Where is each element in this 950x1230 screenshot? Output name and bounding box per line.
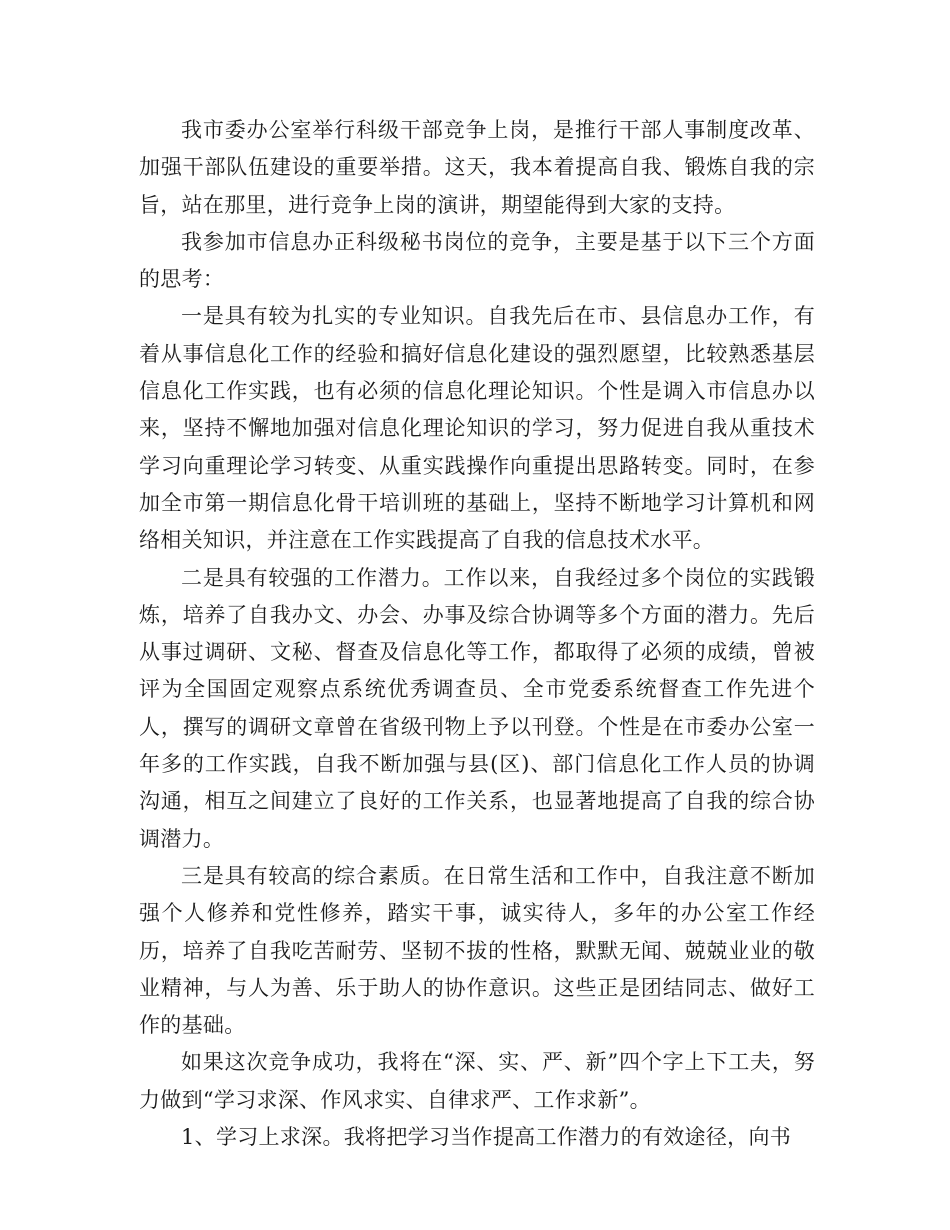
document-body (139, 112, 815, 1156)
paragraph-commitment: 如果这次竞争成功，我将在“深、实、严、新”四个字上下工夫，努力做到“学习求深、作风求实、自律求严、工作求新”。 (139, 1050, 815, 1112)
paragraph-intro: 我市委办公室举行科级干部竞争上岗，是推行干部人事制度改革、加强干部队伍建设的重要举措。这天，我本着提高自我、锻炼自我的宗旨，站在那里，进行竞争上岗的演讲，期望能得到大家的支持。 (139, 118, 815, 217)
paragraph-point-one: 一是具有较为扎实的专业知识。自我先后在市、县信息办工作，有着从事信息化工作的经验和搞好信息化建设的强烈愿望，比较熟悉基层信息化工作实践，也有必须的信息化理论知识。个性是调入市信息办以来，坚持不懈地加强对信息化理论知识的学习，努力促进自我从重技术学习向重理论学习转变、从重实践操作向重提出思路转变。同时，在参加全市第一期信息化骨干培训班的基础上，坚持不断地学习计算机和网络相关知识，并注意在工作实践提高了自我的信息技术水平。 (139, 304, 815, 553)
paragraph-study: 1、学习上求深。我将把学习当作提高工作潜力的有效途径，向书 (181, 1125, 792, 1150)
paragraph-point-two: 二是具有较强的工作潜力。工作以来，自我经过多个岗位的实践锻炼，培养了自我办文、办会、办事及综合协调等多个方面的潜力。先后从事过调研、文秘、督查及信息化等工作，都取得了必须的成绩，曾被评为全国固定观察点系统优秀调查员、全市党委系统督查工作先进个人，撰写的调研文章曾在省级刊物上予以刊登。个性是在市委办公室一年多的工作实践，自我不断加强与县(区)、部门信息化工作人员的协调沟通，相互之间建立了良好的工作关系，也显著地提高了自我的综合协调潜力。 (139, 565, 815, 851)
paragraph-point-three: 三是具有较高的综合素质。在日常生活和工作中，自我注意不断加强个人修养和党性修养，踏实干事，诚实待人，多年的办公室工作经历，培养了自我吃苦耐劳、坚韧不拔的性格，默默无闻、兢兢业业的敬业精神，与人为善、乐于助人的协作意识。这些正是团结同志、做好工作的基础。 (139, 863, 815, 1038)
paragraph-position: 我参加市信息办正科级秘书岗位的竞争，主要是基于以下三个方面的思考： (139, 229, 815, 292)
